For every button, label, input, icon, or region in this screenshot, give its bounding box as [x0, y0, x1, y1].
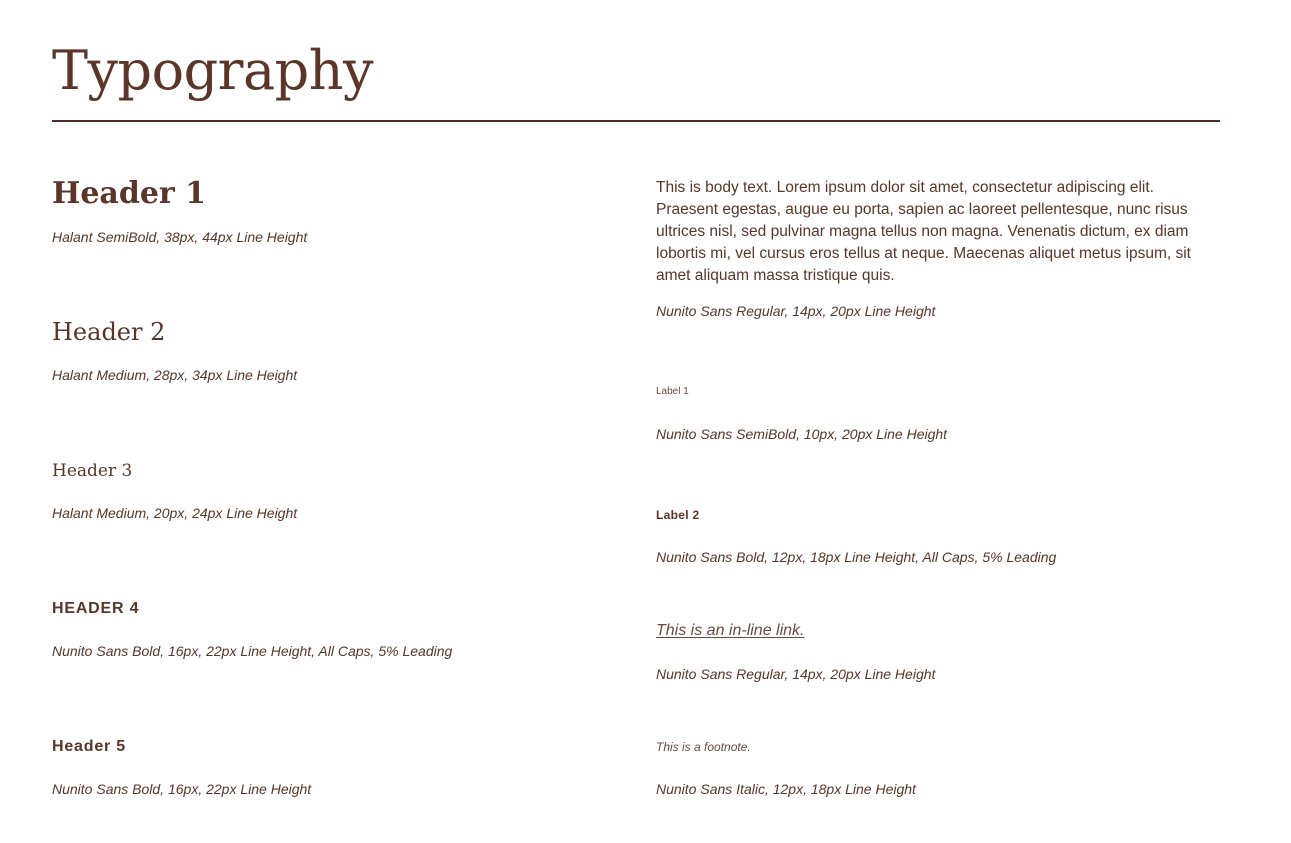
label2-spec: Nunito Sans Bold, 12px, 18px Line Height, All Caps, 5% Leading: [656, 549, 1057, 565]
header1-spec: Halant SemiBold, 38px, 44px Line Height: [52, 229, 308, 245]
header4-spec: Nunito Sans Bold, 16px, 22px Line Height, All Caps, 5% Leading: [52, 643, 453, 659]
header1-sample: Header 1: [52, 176, 207, 211]
label1-sample: Label 1: [656, 386, 689, 397]
header4-sample: HEADER 4: [52, 600, 140, 617]
label2-sample: Label 2: [656, 508, 700, 522]
footnote-sample: This is a footnote.: [656, 740, 751, 754]
header5-sample: Header 5: [52, 738, 126, 755]
header2-sample: Header 2: [52, 318, 166, 346]
body-text-sample: This is body text. Lorem ipsum dolor sit amet, consectetur adipiscing elit. Praesent egestas, augue eu porta, sapien ac laoreet pellentesque, nunc risus ultrices nisl, sed pulvinar magna tellus non magna. Venenatis dictum, ex diam lobortis mi, vel cursus eros tellus at neque. Maecenas aliquet metus ipsum, sit amet aliquam massa tristique quis.: [656, 179, 1191, 284]
header3-sample: Header 3: [52, 461, 133, 481]
title-divider: [52, 120, 1220, 122]
header3-spec: Halant Medium, 20px, 24px Line Height: [52, 505, 298, 521]
label1-spec: Nunito Sans SemiBold, 10px, 20px Line Height: [656, 426, 948, 442]
header5-spec: Nunito Sans Bold, 16px, 22px Line Height: [52, 781, 312, 797]
header2-spec: Halant Medium, 28px, 34px Line Height: [52, 367, 298, 383]
footnote-spec: Nunito Sans Italic, 12px, 18px Line Height: [656, 781, 916, 797]
inline-link-sample[interactable]: This is an in-line link.: [656, 622, 805, 639]
body-text-spec: Nunito Sans Regular, 14px, 20px Line Height: [656, 303, 936, 319]
inline-link-spec: Nunito Sans Regular, 14px, 20px Line Height: [656, 666, 936, 682]
page-title: Typography: [52, 39, 374, 102]
